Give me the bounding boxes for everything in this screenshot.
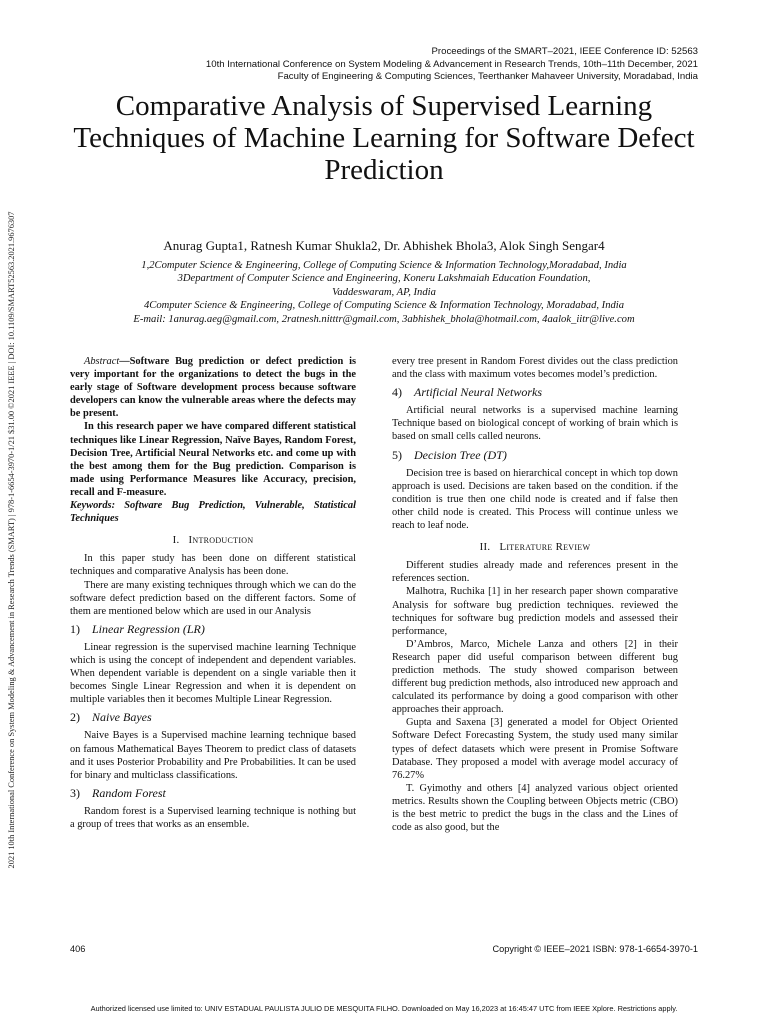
affiliation-1-2: 1,2Computer Science & Engineering, College of Computing Science & Information Technology,Moradabad, India [141, 260, 627, 271]
affiliations [70, 259, 698, 326]
subheading-ann [392, 386, 678, 399]
paper-title: Comparative Analysis of Supervised Learning Techniques of Machine Learning for Software Defect Prediction [73, 90, 695, 186]
keywords [70, 499, 356, 525]
subheading-decision-tree [392, 449, 678, 462]
affiliation-4: 4Computer Science & Engineering, College of Computing Science & Information Technology, Moradabad, India [143, 300, 625, 312]
subheading-naive-bayes [70, 711, 356, 724]
header-line-faculty: Faculty of Engineering & Computing Sciences, Teerthanker Mahaveer University, Moradabad, India [277, 71, 698, 82]
author-emails: E-mail: 1anurag.aeg@gmail.com, 2ratnesh.nitttr@gmail.com, 3abhishek_bhola@hotmail.com, 4aalok_iitr@live.com [133, 313, 635, 325]
abstract-text: —Software Bug prediction or defect prediction is very important for the organizations to detect the bugs in the early stage of Software development process because software developers can know the vulnerable areas where the defects may be present. [70, 356, 356, 420]
subheading-label: Random Forest [92, 785, 166, 800]
abstract [70, 355, 356, 420]
section-heading-introduction [70, 534, 356, 547]
doi-sidebar: 2021 10th International Conference on System Modeling & Advancement in Research Trends (SMART) | 978-1-6654-3970-1/21 $31.00 ©2021 IEEE | DOI: 10.1109/SMART52563.2021.9676307 [7, 211, 16, 869]
literature-paragraph-2: Malhotra, Ruchika [1] in her research paper shown comparative Analysis for software bug prediction techniques. reviewed the techniques for software bug prediction models and assessed their performance, [392, 586, 678, 637]
decision-tree-text: Decision tree is based on hierarchical concept in which top down approach is used. Decisions are taken based on the condition. if the condition is true then one child node is created and if false then other child node is created. This Process will continue unless we reach to leaf node. [392, 467, 678, 532]
subheading-number: 4) [392, 385, 402, 400]
subheading-number: 5) [392, 447, 402, 462]
page-number: 406 [70, 944, 86, 954]
abstract-lead: Abstract [84, 356, 120, 367]
subheading-linear-regression [70, 623, 356, 636]
subheading-label: Artificial Neural Networks [414, 385, 542, 400]
license-notice: Authorized licensed use limited to: UNIV ESTADUAL PAULISTA JULIO DE MESQUITA FILHO. Downloaded on May 16,2023 at 16:45:47 UTC from IEEE Xplore. Restrictions apply. [90, 1004, 678, 1013]
linear-regression-text: Linear regression is the supervised machine learning Technique which is using the concept of independent and dependent variables. When dependent variable is dependent on a single variable then it becomes Single Linear Regression and when it is dependent on multiple variables then it becomes Multiple Linear Regression. [70, 641, 356, 706]
author-list: Anurag Gupta1, Ratnesh Kumar Shukla2, Dr. Abhishek Bhola3, Alok Singh Sengar4 [163, 238, 605, 253]
literature-paragraph-1: Different studies already made and references present in the references section. [392, 560, 678, 585]
section-number: I. [172, 534, 180, 547]
literature-paragraph-4: Gupta and Saxena [3] generated a model for Object Oriented Software Defect Forecasting System, the study used many similar types of defect datasets which were present in Promise Software Database. They proposed a model with average model accuracy of 76.27% [392, 717, 678, 781]
affiliation-3: 3Department of Computer Science and Engineering, Koneru Lakshmaiah Education Foundation, [177, 273, 591, 285]
subheading-label: Naive Bayes [92, 710, 152, 725]
intro-paragraph-2: There are many existing techniques through which we can do the software defect prediction based on the different factors. Some of them are mentioned below which are used in our Analysis [70, 579, 356, 617]
naive-bayes-text: Naive Bayes is a Supervised machine learning technique based on famous Mathematical Bayes Theorem to predict class of datasets and it uses Posterior Probability and Pre Probabilities. It can be used for binary and multiclass classifications. [70, 730, 356, 781]
random-forest-continued: every tree present in Random Forest divides out the class prediction and the class with maximum votes becomes model’s prediction. [392, 356, 678, 381]
subheading-number: 1) [70, 621, 80, 636]
right-column [392, 355, 678, 834]
section-title: Introduction [188, 534, 254, 547]
abstract-paragraph-2: In this research paper we have compared different statistical techniques like Linear Regression, Naïve Bayes, Random Forest, Decision Tree, Artificial Neural Networks etc. and come up with the best among them for the Bug prediction. Comparison is made using Performance Measures like Accuracy, precision, recall and F-measure. [70, 421, 356, 498]
subheading-number: 3) [70, 785, 80, 800]
random-forest-text: Random forest is a Supervised learning technique is nothing but a group of trees that works as an ensemble. [70, 805, 356, 830]
subheading-random-forest [70, 787, 356, 800]
literature-paragraph-5: T. Gyimothy and others [4] analyzed various object oriented metrics. Results shown the Coupling between Objects metric (CBO) is the best metric to predict the bugs in the class and the Lines of code as also good, but the [392, 782, 678, 834]
section-title: Literature Review [499, 541, 591, 554]
section-number: II. [479, 541, 491, 554]
left-column [70, 355, 356, 831]
header-line-proceedings: Proceedings of the SMART–2021, IEEE Conference ID: 52563 [431, 46, 698, 57]
subheading-number: 2) [70, 710, 80, 725]
affiliation-3-cont: Vaddeswaram, AP, India [332, 286, 436, 298]
keywords-lead: Keywords: [70, 500, 116, 512]
literature-paragraph-3: D’Ambros, Marco, Michele Lanza and others [2] in their Research paper did useful comparison between different bug prediction methods. The study showed comparison between different bug prediction methods, also introduced new approach and calculated its performance by doing a good comparison with other approaches their approach. [392, 638, 678, 716]
section-heading-literature-review [392, 541, 678, 554]
subheading-label: Decision Tree (DT) [414, 447, 507, 462]
subheading-label: Linear Regression (LR) [92, 621, 205, 636]
intro-paragraph-1: In this paper study has been done on different statistical techniques and comparative Analysis has been done. [70, 553, 356, 578]
conference-header [78, 46, 698, 84]
header-line-conference: 10th International Conference on System Modeling & Advancement in Research Trends, 10th–11th December, 2021 [205, 58, 698, 70]
ann-text: Artificial neural networks is a supervised machine learning Technique based on biological concept of working of brain which is based on small cells called neurons. [392, 405, 678, 443]
keywords-text: Software Bug Prediction, Vulnerable, Statistical Techniques [70, 500, 356, 525]
copyright-notice: Copyright © IEEE–2021 ISBN: 978-1-6654-3970-1 [492, 944, 698, 954]
